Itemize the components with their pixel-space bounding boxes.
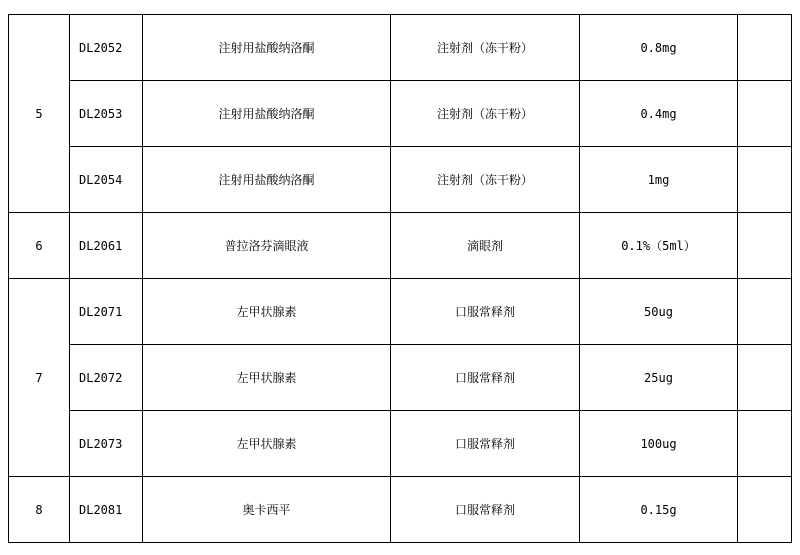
- group-number-cell: 7: [9, 279, 70, 477]
- table-row: [9, 15, 792, 81]
- drug-code-cell: DL2053: [70, 81, 143, 147]
- note-cell: [738, 213, 792, 279]
- drug-name-cell: 左甲状腺素: [143, 411, 391, 477]
- dosage-form-cell: 口服常释剂: [391, 411, 580, 477]
- dosage-form-cell: 口服常释剂: [391, 477, 580, 543]
- table-row: [9, 477, 792, 543]
- drug-name-cell: 注射用盐酸纳洛酮: [143, 81, 391, 147]
- specification-cell: 0.15g: [580, 477, 738, 543]
- specification-cell: 25ug: [580, 345, 738, 411]
- dosage-form-cell: 注射剂（冻干粉）: [391, 15, 580, 81]
- note-cell: [738, 345, 792, 411]
- group-number-cell: 6: [9, 213, 70, 279]
- drug-code-cell: DL2071: [70, 279, 143, 345]
- table-row: [9, 345, 792, 411]
- drug-code-cell: DL2054: [70, 147, 143, 213]
- drug-code-cell: DL2052: [70, 15, 143, 81]
- dosage-form-cell: 滴眼剂: [391, 213, 580, 279]
- table-row: [9, 279, 792, 345]
- note-cell: [738, 279, 792, 345]
- drug-name-cell: 注射用盐酸纳洛酮: [143, 15, 391, 81]
- dosage-form-cell: 口服常释剂: [391, 345, 580, 411]
- drug-code-cell: DL2073: [70, 411, 143, 477]
- drug-name-cell: 奥卡西平: [143, 477, 391, 543]
- specification-cell: 50ug: [580, 279, 738, 345]
- drug-name-cell: 左甲状腺素: [143, 279, 391, 345]
- dosage-form-cell: 注射剂（冻干粉）: [391, 147, 580, 213]
- group-number-cell: 8: [9, 477, 70, 543]
- specification-cell: 0.8mg: [580, 15, 738, 81]
- drug-code-cell: DL2081: [70, 477, 143, 543]
- drug-name-cell: 注射用盐酸纳洛酮: [143, 147, 391, 213]
- table-row: [9, 213, 792, 279]
- drug-table: [8, 14, 792, 543]
- drug-code-cell: DL2072: [70, 345, 143, 411]
- note-cell: [738, 81, 792, 147]
- note-cell: [738, 15, 792, 81]
- specification-cell: 0.1%（5ml）: [580, 213, 738, 279]
- dosage-form-cell: 口服常释剂: [391, 279, 580, 345]
- specification-cell: 100ug: [580, 411, 738, 477]
- table-row: [9, 147, 792, 213]
- drug-name-cell: 普拉洛芬滴眼液: [143, 213, 391, 279]
- group-number-cell: 5: [9, 15, 70, 213]
- table-row: [9, 411, 792, 477]
- note-cell: [738, 477, 792, 543]
- table-row: [9, 81, 792, 147]
- drug-name-cell: 左甲状腺素: [143, 345, 391, 411]
- specification-cell: 0.4mg: [580, 81, 738, 147]
- dosage-form-cell: 注射剂（冻干粉）: [391, 81, 580, 147]
- note-cell: [738, 411, 792, 477]
- note-cell: [738, 147, 792, 213]
- drug-code-cell: DL2061: [70, 213, 143, 279]
- specification-cell: 1mg: [580, 147, 738, 213]
